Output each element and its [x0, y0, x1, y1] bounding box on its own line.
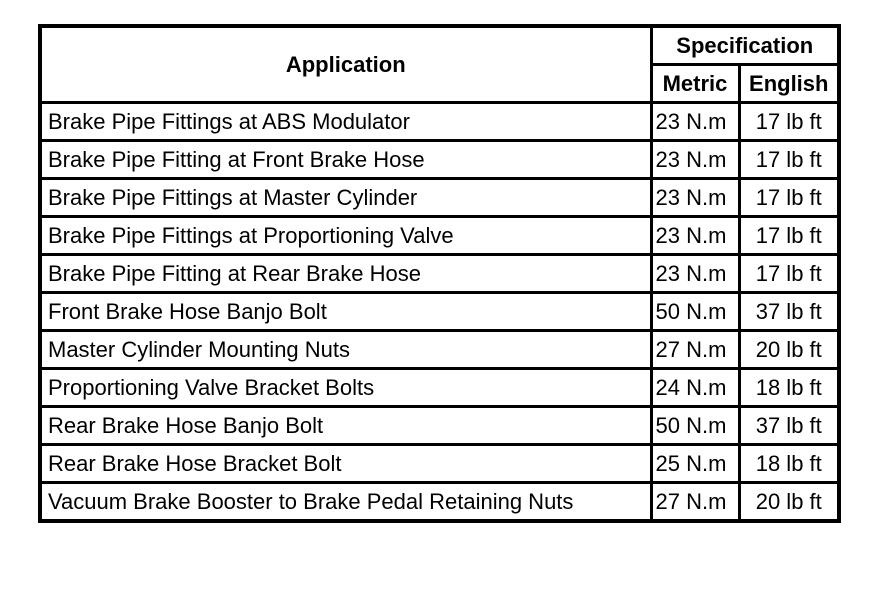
table-row [40, 141, 839, 179]
application-cell: Brake Pipe Fitting at Rear Brake Hose [40, 255, 651, 293]
english-cell: 18 lb ft [739, 445, 839, 483]
application-cell: Master Cylinder Mounting Nuts [40, 331, 651, 369]
table-row [40, 483, 839, 522]
english-cell: 37 lb ft [739, 407, 839, 445]
application-cell: Rear Brake Hose Bracket Bolt [40, 445, 651, 483]
application-cell: Proportioning Valve Bracket Bolts [40, 369, 651, 407]
application-cell: Vacuum Brake Booster to Brake Pedal Retaining Nuts [40, 483, 651, 522]
table-row [40, 331, 839, 369]
metric-cell: 23 N.m [651, 217, 739, 255]
table-row [40, 293, 839, 331]
english-cell: 37 lb ft [739, 293, 839, 331]
table-row [40, 255, 839, 293]
metric-cell: 23 N.m [651, 179, 739, 217]
metric-cell: 25 N.m [651, 445, 739, 483]
table-header [40, 26, 839, 103]
metric-cell: 27 N.m [651, 331, 739, 369]
table-row [40, 445, 839, 483]
english-cell: 17 lb ft [739, 103, 839, 141]
table-row [40, 217, 839, 255]
application-cell: Brake Pipe Fittings at Proportioning Valve [40, 217, 651, 255]
metric-cell: 23 N.m [651, 103, 739, 141]
table-body [40, 103, 839, 522]
application-cell: Rear Brake Hose Banjo Bolt [40, 407, 651, 445]
english-header: English [739, 65, 839, 103]
english-cell: 17 lb ft [739, 255, 839, 293]
application-cell: Brake Pipe Fitting at Front Brake Hose [40, 141, 651, 179]
table-row [40, 179, 839, 217]
english-cell: 17 lb ft [739, 141, 839, 179]
table-row [40, 103, 839, 141]
english-cell: 20 lb ft [739, 331, 839, 369]
application-cell: Brake Pipe Fittings at Master Cylinder [40, 179, 651, 217]
english-cell: 17 lb ft [739, 179, 839, 217]
metric-cell: 50 N.m [651, 407, 739, 445]
metric-header: Metric [651, 65, 739, 103]
english-cell: 17 lb ft [739, 217, 839, 255]
table-row [40, 407, 839, 445]
application-header: Application [40, 26, 651, 103]
table-row [40, 369, 839, 407]
specification-header: Specification [651, 26, 839, 65]
metric-cell: 27 N.m [651, 483, 739, 522]
application-cell: Brake Pipe Fittings at ABS Modulator [40, 103, 651, 141]
metric-cell: 50 N.m [651, 293, 739, 331]
english-cell: 18 lb ft [739, 369, 839, 407]
english-cell: 20 lb ft [739, 483, 839, 522]
metric-cell: 23 N.m [651, 255, 739, 293]
torque-specification-table [38, 24, 841, 523]
header-row-top [40, 26, 839, 65]
metric-cell: 23 N.m [651, 141, 739, 179]
metric-cell: 24 N.m [651, 369, 739, 407]
application-cell: Front Brake Hose Banjo Bolt [40, 293, 651, 331]
